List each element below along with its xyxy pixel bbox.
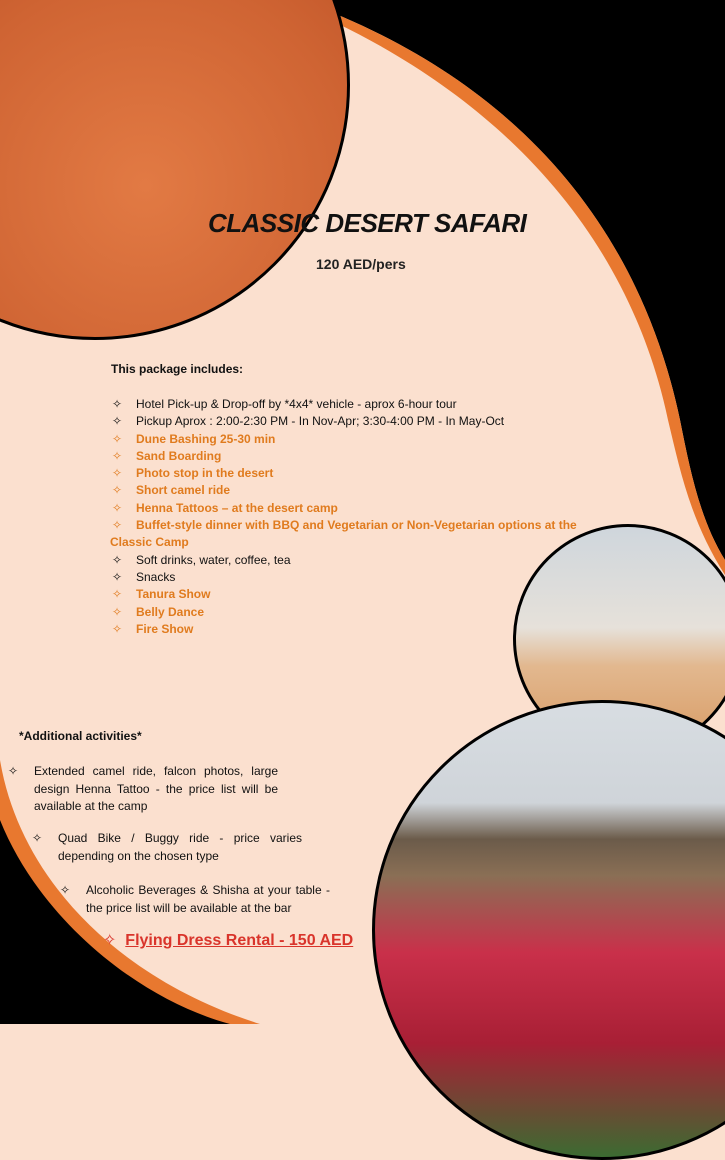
- list-item: ✧ Buffet-style dinner with BBQ and Vegetarian or Non-Vegetarian options at the: [110, 517, 580, 534]
- star-bullet-icon: ✧: [32, 831, 43, 845]
- star-bullet-icon: ✧: [111, 397, 123, 411]
- star-bullet-icon: ✧: [8, 764, 19, 778]
- list-item: ✧ Photo stop in the desert: [110, 465, 580, 482]
- additional-item: ✧ Extended camel ride, falcon photos, large design Henna Tattoo - the price list will be available at the camp: [8, 764, 278, 813]
- additional-heading: *Additional activities*: [19, 729, 142, 743]
- star-bullet-icon: ✧: [111, 431, 123, 446]
- star-bullet-icon: ✧: [111, 483, 123, 498]
- star-bullet-icon: ✧: [111, 621, 123, 636]
- list-item: ✧ Tanura Show: [110, 586, 580, 603]
- list-item: ✧ Snacks: [110, 569, 580, 586]
- star-bullet-icon: ✧: [111, 414, 123, 429]
- additional-item: ✧ Quad Bike / Buggy ride - price varies depending on the chosen type: [32, 831, 302, 863]
- list-item: ✧ Hotel Pick-up & Drop-off by *4x4* vehicle - aprox 6-hour tour: [110, 396, 580, 413]
- star-bullet-icon: ✧: [111, 500, 123, 515]
- star-bullet-icon: ✧: [111, 569, 123, 584]
- page-title: CLASSIC DESERT SAFARI: [208, 208, 527, 238]
- star-bullet-icon: ✧: [60, 883, 71, 897]
- additional-item: ✧ Alcoholic Beverages & Shisha at your table - the price list will be available at the bar: [60, 883, 330, 915]
- list-item: ✧ Short camel ride: [110, 482, 580, 499]
- list-item: ✧ Fire Show: [110, 621, 580, 638]
- star-bullet-icon: ✧: [111, 604, 123, 619]
- star-bullet-icon: ✧: [111, 518, 123, 533]
- rental-label: Flying Dress Rental - 150 AED: [125, 932, 354, 949]
- star-bullet-icon: ✧: [111, 466, 123, 481]
- star-bullet-icon: ✧: [111, 587, 123, 602]
- list-item: ✧ Pickup Aprox : 2:00-2:30 PM - In Nov-Apr; 3:30-4:00 PM - In May-Oct: [110, 413, 580, 430]
- list-item: ✧ Soft drinks, water, coffee, tea: [110, 552, 580, 569]
- list-item: ✧ Dune Bashing 25-30 min: [110, 431, 580, 448]
- price-label: 120 AED/pers: [316, 256, 406, 272]
- star-bullet-icon: ✧: [111, 552, 123, 567]
- star-bullet-icon: ✧: [103, 932, 117, 949]
- flying-dress-rental: [103, 930, 353, 950]
- star-bullet-icon: ✧: [111, 448, 123, 463]
- list-item: ✧ Belly Dance: [110, 604, 580, 621]
- list-item: ✧ Sand Boarding: [110, 448, 580, 465]
- includes-heading: This package includes:: [111, 362, 244, 376]
- includes-list: [110, 396, 580, 638]
- list-item-continuation: Classic Camp: [110, 535, 189, 550]
- list-item: ✧ Henna Tattoos – at the desert camp: [110, 500, 580, 517]
